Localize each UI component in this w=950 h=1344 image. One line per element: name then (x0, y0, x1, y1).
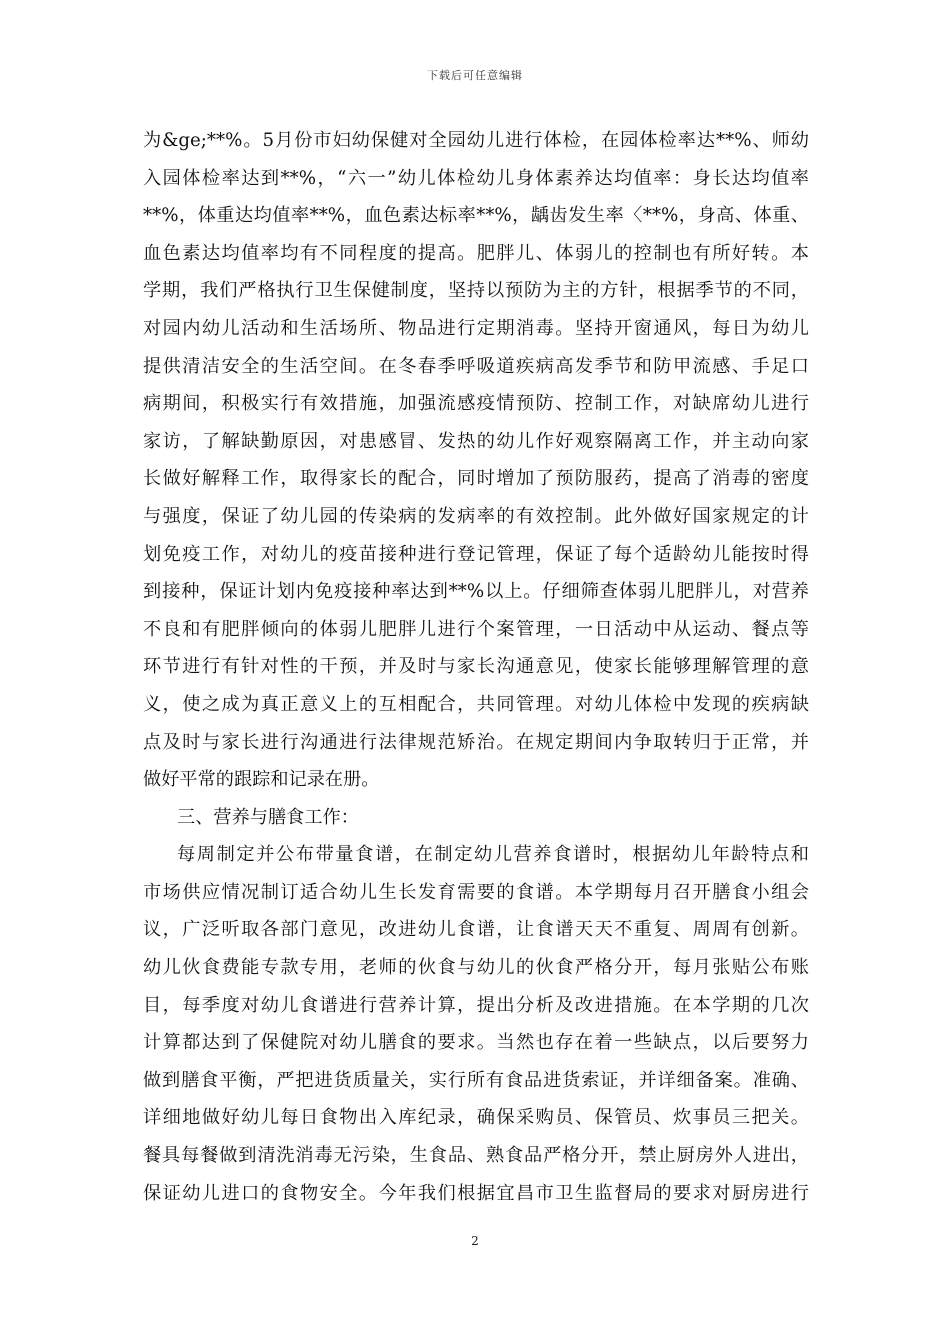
paragraph-line: 到接种，保证计划内免疫接种率达到**%以上。仔细筛查体弱儿肥胖儿，对营养 (143, 581, 809, 603)
paragraph-line: 学期，我们严格执行卫生保健制度，坚持以预防为主的方针，根据季节的不同， (143, 280, 809, 302)
paragraph-line: 为&ge;**%。5月份市妇幼保健对全园幼儿进行体检，在园体检率达**%、师幼 (143, 130, 809, 151)
document-body (143, 122, 809, 1212)
paragraph-line: 目，每季度对幼儿食谱进行营养计算，提出分析及改进措施。在本学期的几次 (143, 994, 809, 1016)
paragraph-line: 与强度，保证了幼儿园的传染病的发病率的有效控制。此外做好国家规定的计 (143, 505, 809, 527)
paragraph-line: 计算都达到了保健院对幼儿膳食的要求。当然也存在着一些缺点，以后要努力 (143, 1032, 809, 1054)
paragraph-line: 市场供应情况制订适合幼儿生长发育需要的食谱。本学期每月召开膳食小组会 (143, 881, 809, 903)
section-heading: 三、营养与膳食工作： (177, 806, 359, 828)
paragraph-line: 每周制定并公布带量食谱，在制定幼儿营养食谱时，根据幼儿年龄特点和 (177, 844, 809, 866)
paragraph-line: 入园体检率达到**%，“六一”幼儿体检幼儿身体素养达均值率：身长达均值率 (143, 167, 809, 189)
paragraph-line: 不良和有肥胖倾向的体弱儿肥胖儿进行个案管理，一日活动中从运动、餐点等 (143, 618, 809, 640)
paragraph-line: 对园内幼儿活动和生活场所、物品进行定期消毒。坚持开窗通风，每日为幼儿 (143, 317, 809, 339)
paragraph-line: 义，使之成为真正意义上的互相配合，共同管理。对幼儿体检中发现的疾病缺 (143, 693, 809, 715)
paragraph-line: 做好平常的跟踪和记录在册。 (143, 769, 380, 791)
paragraph-line: 点及时与家长进行沟通进行法律规范矫治。在规定期间内争取转归于正常，并 (143, 731, 809, 753)
page-header: 下载后可任意编辑 (427, 69, 523, 82)
paragraph-line: 血色素达均值率均有不同程度的提高。肥胖儿、体弱儿的控制也有所好转。本 (143, 242, 809, 264)
paragraph-line: 病期间，积极实行有效措施，加强流感疫情预防、控制工作，对缺席幼儿进行 (143, 393, 809, 415)
paragraph-line: 家访，了解缺勤原因，对患感冒、发热的幼儿作好观察隔离工作，并主动向家 (143, 430, 809, 452)
paragraph-line: 提供清洁安全的生活空间。在冬春季呼吸道疾病高发季节和防甲流感、手足口 (143, 355, 809, 377)
paragraph-line: 幼儿伙食费能专款专用，老师的伙食与幼儿的伙食严格分开，每月张贴公布账 (143, 957, 809, 979)
paragraph-line: 餐具每餐做到清洗消毒无污染，生食品、熟食品严格分开，禁止厨房外人进出， (143, 1145, 809, 1167)
paragraph-line: 环节进行有针对性的干预，并及时与家长沟通意见，使家长能够理解管理的意 (143, 656, 809, 678)
paragraph-line: 做到膳食平衡，严把进货质量关，实行所有食品进货索证，并详细备案。准确、 (143, 1069, 809, 1091)
page-number: 2 (471, 1234, 479, 1248)
paragraph-line: 长做好解释工作，取得家长的配合，同时增加了预防服药，提高了消毒的密度 (143, 468, 809, 490)
paragraph-line: **%，体重达均值率**%，血色素达标率**%，龋齿发生率〈**%，身高、体重、 (143, 205, 809, 227)
paragraph-line: 保证幼儿进口的食物安全。今年我们根据宜昌市卫生监督局的要求对厨房进行 (143, 1182, 809, 1204)
paragraph-line: 详细地做好幼儿每日食物出入库纪录，确保采购员、保管员、炊事员三把关。 (143, 1107, 809, 1129)
paragraph-line: 划免疫工作，对幼儿的疫苗接种进行登记管理，保证了每个适龄幼儿能按时得 (143, 543, 809, 565)
paragraph-line: 议，广泛听取各部门意见，改进幼儿食谱，让食谱天天不重复、周周有创新。 (143, 919, 809, 941)
